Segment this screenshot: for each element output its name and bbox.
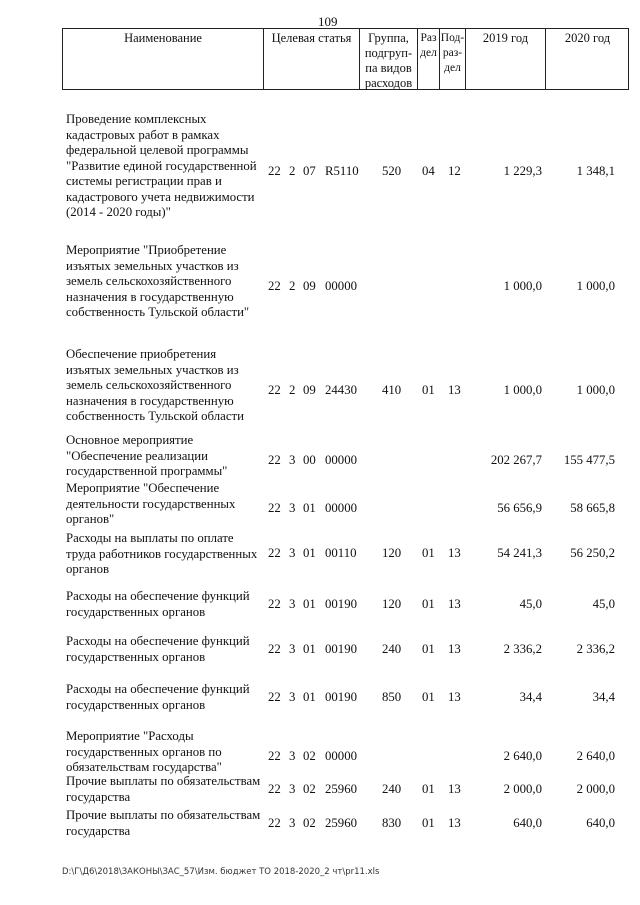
target-code-direction: 24430: [325, 383, 357, 397]
target-code-event: 01: [303, 642, 316, 656]
expense-group: 240: [382, 782, 402, 796]
row-name: Расходы на обеспечение функций государственных органов: [66, 682, 250, 712]
row-name: Прочие выплаты по обязательствам государства: [66, 808, 261, 838]
target-code-subprogram: 3: [289, 642, 296, 656]
target-code-program: 22: [268, 501, 281, 515]
subsection-code: 13: [448, 782, 461, 796]
target-code-event: 07: [303, 164, 316, 178]
section-code: 04: [422, 164, 435, 178]
subsection-code: 12: [448, 164, 461, 178]
subsection-code: 13: [448, 690, 461, 704]
value-2019: 56 656,9: [497, 501, 542, 515]
target-code-program: 22: [268, 816, 281, 830]
subsection-code: 13: [448, 642, 461, 656]
value-2020: 58 665,8: [570, 501, 615, 515]
expense-group: 120: [382, 597, 402, 611]
section-code: 01: [422, 782, 435, 796]
target-code-program: 22: [268, 749, 281, 763]
value-2019: 34,4: [519, 690, 542, 704]
value-2020: 34,4: [592, 690, 615, 704]
target-code-program: 22: [268, 690, 281, 704]
value-2019: 1 000,0: [503, 383, 542, 397]
target-code-direction: 00110: [325, 546, 357, 560]
value-2020: 2 000,0: [576, 782, 615, 796]
target-code-event: 01: [303, 501, 316, 515]
row-name: Обеспечение приобретения изъятых земельных участков из земель сельскохозяйственного назначения в государственную собственность Тульской области: [66, 347, 244, 423]
target-code-event: 00: [303, 453, 316, 467]
target-code-program: 22: [268, 383, 281, 397]
expense-group: 410: [382, 383, 402, 397]
target-code-event: 02: [303, 749, 316, 763]
target-code-subprogram: 2: [289, 383, 296, 397]
target-code-event: 02: [303, 782, 316, 796]
value-2020: 155 477,5: [563, 453, 615, 467]
value-2019: 2 640,0: [503, 749, 542, 763]
section-code: 01: [422, 546, 435, 560]
expense-group: 850: [382, 690, 402, 704]
value-2020: 640,0: [586, 816, 615, 830]
target-code-event: 02: [303, 816, 316, 830]
target-code-program: 22: [268, 782, 281, 796]
target-code-subprogram: 2: [289, 164, 296, 178]
target-code-direction: 00190: [325, 690, 357, 704]
target-code-program: 22: [268, 642, 281, 656]
section-code: 01: [422, 816, 435, 830]
row-name: Мероприятие "Обеспечение деятельности государственных органов": [66, 481, 236, 526]
value-2020: 45,0: [592, 597, 615, 611]
section-code: 01: [422, 597, 435, 611]
target-code-subprogram: 3: [289, 597, 296, 611]
header-name: Наименование: [124, 31, 202, 45]
header-target: Целевая статья: [263, 29, 359, 89]
target-code-direction: 00000: [325, 749, 357, 763]
value-2020: 56 250,2: [570, 546, 615, 560]
target-code-event: 09: [303, 383, 316, 397]
table-header: [62, 28, 629, 90]
subsection-code: 13: [448, 816, 461, 830]
expense-group: 520: [382, 164, 402, 178]
target-code-program: 22: [268, 453, 281, 467]
expense-group: 830: [382, 816, 402, 830]
value-2019: 202 267,7: [490, 453, 542, 467]
target-code-direction: 00000: [325, 453, 357, 467]
header-section: Раз дел: [417, 29, 439, 89]
value-2019: 54 241,3: [497, 546, 542, 560]
target-code-direction: 00000: [325, 501, 357, 515]
value-2019: 640,0: [513, 816, 542, 830]
section-code: 01: [422, 690, 435, 704]
row-name: Мероприятие "Приобретение изъятых земельных участков из земель сельскохозяйственного назначения в государственную собственность Тульской области": [66, 243, 250, 319]
header-group: Группа, подгруп- па видов расходов: [359, 29, 417, 89]
value-2020: 1 348,1: [576, 164, 615, 178]
page-number: 109: [318, 14, 338, 29]
target-code-subprogram: 2: [289, 279, 296, 293]
subsection-code: 13: [448, 597, 461, 611]
header-2020: 2020 год: [545, 29, 629, 89]
row-name: Расходы на выплаты по оплате труда работников государственных органов: [66, 531, 258, 576]
section-code: 01: [422, 383, 435, 397]
target-code-direction: 25960: [325, 816, 357, 830]
target-code-direction: R5110: [325, 164, 359, 178]
target-code-event: 01: [303, 690, 316, 704]
value-2019: 1 000,0: [503, 279, 542, 293]
header-subsection: Под- раз- дел: [439, 29, 465, 89]
row-name: Расходы на обеспечение функций государственных органов: [66, 589, 250, 619]
row-name: Мероприятие "Расходы государственных органов по обязательствам государства": [66, 729, 222, 774]
value-2019: 2 000,0: [503, 782, 542, 796]
header-2019: 2019 год: [465, 29, 545, 89]
target-code-subprogram: 3: [289, 816, 296, 830]
value-2020: 2 640,0: [576, 749, 615, 763]
subsection-code: 13: [448, 383, 461, 397]
target-code-subprogram: 3: [289, 749, 296, 763]
row-name: Проведение комплексных кадастровых работ в рамках федеральной целевой программы "Развитие единой государственной системы регистрации прав и кадастрового учета недвижимости (2014 - 2020 годы)": [66, 112, 257, 219]
value-2020: 1 000,0: [576, 279, 615, 293]
target-code-subprogram: 3: [289, 782, 296, 796]
target-code-direction: 25960: [325, 782, 357, 796]
target-code-event: 01: [303, 546, 316, 560]
row-name: Основное мероприятие "Обеспечение реализации государственной программы": [66, 433, 228, 478]
expense-group: 240: [382, 642, 402, 656]
row-name: Прочие выплаты по обязательствам государства: [66, 774, 261, 804]
file-path-footer: D:\Г\Д6\2018\ЗАКОНЫ\ЗАС_57\Изм. бюджет ТО 2018-2020_2 чт\pr11.xls: [62, 867, 380, 877]
value-2020: 1 000,0: [576, 383, 615, 397]
target-code-program: 22: [268, 279, 281, 293]
value-2019: 1 229,3: [503, 164, 542, 178]
target-code-direction: 00190: [325, 642, 357, 656]
target-code-program: 22: [268, 546, 281, 560]
value-2020: 2 336,2: [576, 642, 615, 656]
target-code-subprogram: 3: [289, 501, 296, 515]
target-code-direction: 00190: [325, 597, 357, 611]
value-2019: 2 336,2: [503, 642, 542, 656]
subsection-code: 13: [448, 546, 461, 560]
target-code-subprogram: 3: [289, 690, 296, 704]
target-code-subprogram: 3: [289, 453, 296, 467]
target-code-event: 01: [303, 597, 316, 611]
value-2019: 45,0: [519, 597, 542, 611]
target-code-event: 09: [303, 279, 316, 293]
target-code-subprogram: 3: [289, 546, 296, 560]
target-code-program: 22: [268, 164, 281, 178]
target-code-direction: 00000: [325, 279, 357, 293]
section-code: 01: [422, 642, 435, 656]
row-name: Расходы на обеспечение функций государственных органов: [66, 634, 250, 664]
target-code-program: 22: [268, 597, 281, 611]
expense-group: 120: [382, 546, 402, 560]
